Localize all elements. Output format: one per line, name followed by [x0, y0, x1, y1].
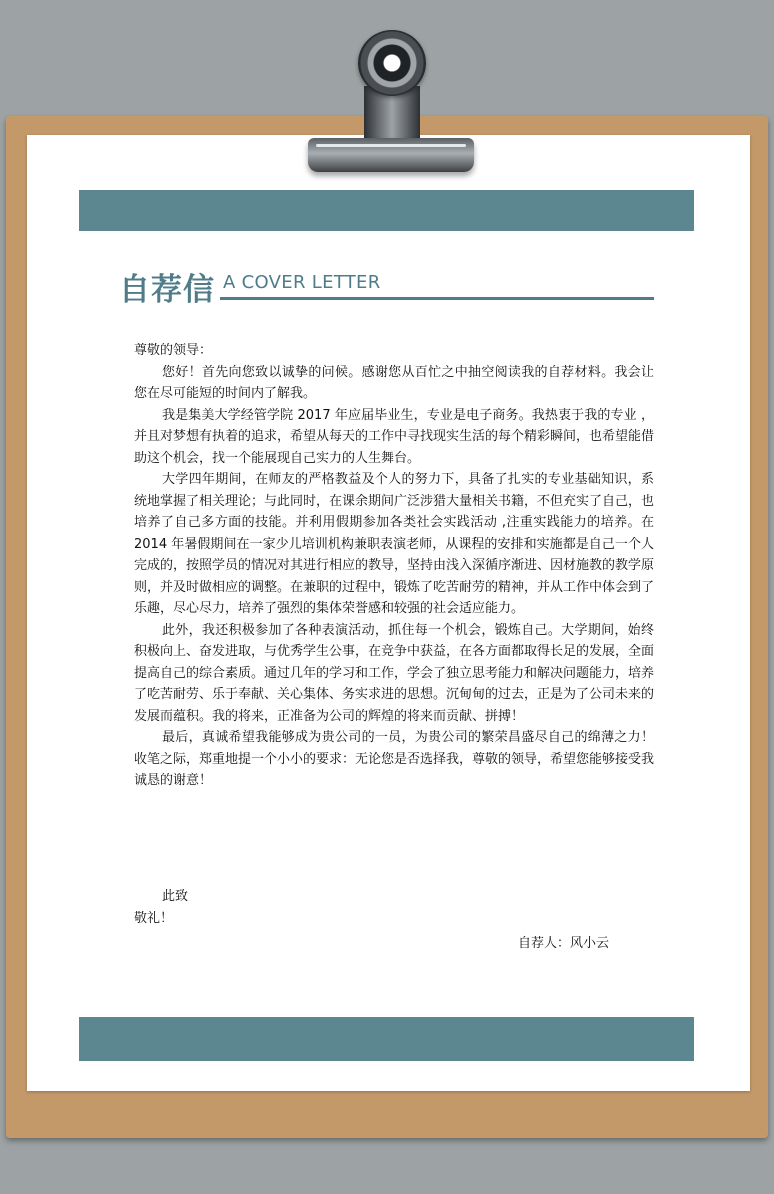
salutation: 尊敬的领导： [134, 343, 213, 358]
paragraph: 大学四年期间，在师友的严格教益及个人的努力下，具备了扎实的专业基础知识，系统地掌握了相关理论；与此同时，在课余期间广泛涉猎大量相关书籍，不但充实了自己，也培养了自己多方面的技能。并利用假期参加各类社会实践活动 ,注重实践能力的培养。在 2014 年暑假期间在一家少儿培训机构兼职表演老师，从课程的安排和实施都是自己一个人完成的，按照学员的情况对其进行相应的教导，坚持由浅入深循序渐进、因材施教的教学原则，并及时做相应的调整。在兼职的过程中，锻炼了吃苦耐劳的精神，并从工作中体会到了乐趣，尽心尽力，培养了强烈的集体荣誉感和较强的社会适应能力。 [134, 472, 655, 616]
signature: 自荐人：风小云 [518, 936, 610, 951]
letter-body [134, 340, 654, 792]
page-title: 自荐信 [119, 272, 215, 308]
footer-band [79, 1017, 694, 1061]
binder-clip-base [308, 138, 474, 172]
paragraph: 最后，真诚希望我能够成为贵公司的一员，为贵公司的繁荣昌盛尽自己的绵薄之力！收笔之际，郑重地提一个小小的要求：无论您是否选择我，尊敬的领导，希望您能够接受我诚恳的谢意！ [134, 730, 655, 788]
paragraph: 您好！首先向您致以诚挚的问候。感谢您从百忙之中抽空阅读我的自荐材料。我会让您在尽可能短的时间内了解我。 [134, 364, 654, 401]
closing: 此致 [162, 889, 189, 904]
header-band [79, 190, 694, 231]
page-subtitle: A COVER LETTER [223, 272, 381, 293]
paragraph: 我是集美大学经管学院 2017 年应届毕业生，专业是电子商务。我热衷于我的专业 ，并且对梦想有执着的追求，希望从每天的工作中寻找现实生活的每个精彩瞬间，也希望能借助这个机会，找一个能展现自己实力的人生舞台。 [134, 407, 655, 466]
paragraph: 此外，我还积极参加了各种表演活动，抓住每一个机会，锻炼自己。大学期间，始终积极向上、奋发进取，与优秀学生公事，在竞争中获益，在各方面都取得长足的发展，全面提高自己的综合素质。通过几年的学习和工作，学会了独立思考能力和解决问题能力，培养了吃苦耐劳、乐于奉献、关心集体、务实求进的思想。沉甸甸的过去，正是为了公司未来的发展而蕴积。我的将来，正准备为公司的辉煌的将来而贡献、拼搏！ [134, 622, 655, 724]
binder-clip-icon [358, 30, 426, 96]
regards: 敬礼！ [134, 911, 174, 926]
title-underline [220, 297, 654, 300]
